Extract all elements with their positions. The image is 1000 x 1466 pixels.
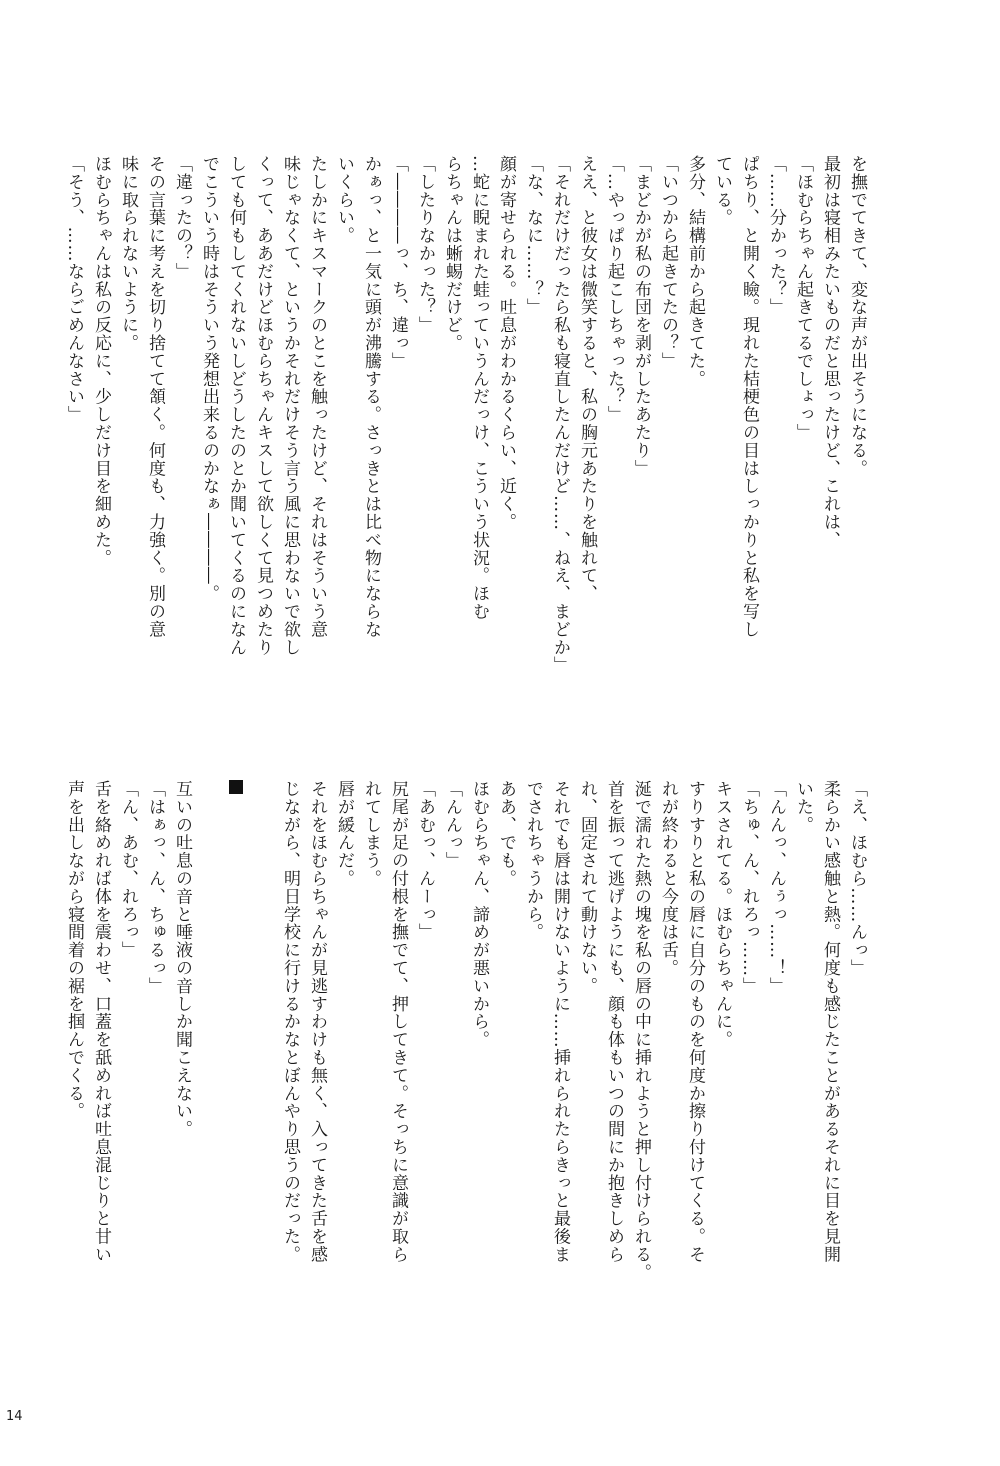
text-line: 柔らかい感触と熱。何度も感じたことがあるそれに目を見開 — [820, 780, 840, 1264]
text-line: それをほむらちゃんが見逃すわけも無く、入ってきた舌を感 — [307, 780, 327, 1264]
text-line: でされちゃうから。 — [523, 780, 543, 942]
text-line: 「ん、あむ、れろっ」 — [118, 780, 138, 959]
text-line: くって、ああだけどほむらちゃんキスして欲しくて見つめたり — [253, 155, 273, 657]
text-line: 首を振って逃げようにも、顔も体もいつの間にか抱きしめら — [604, 780, 624, 1264]
text-line: 「それだけだったら私も寝直したんだけど……、ねえ、まどか」 — [550, 155, 570, 675]
text-line: じながら、明日学校に行けるかなとぼんやり思うのだった。 — [280, 780, 300, 1264]
section-spacer — [195, 780, 222, 1360]
text-line: それでも唇は開けないように……挿れられたらきっと最後ま — [550, 780, 570, 1264]
text-line: 多分、結構前から起きてた。 — [685, 155, 705, 388]
text-line: 「な、なに……？」 — [523, 155, 543, 317]
text-line: キスされてる。ほむらちゃんに。 — [712, 780, 732, 1049]
text-line: たしかにキスマークのとこを触ったけど、それはそういう意 — [307, 155, 327, 639]
text-line: すりすりと私の唇に自分のものを何度か擦り付けてくる。そ — [685, 780, 705, 1264]
text-line: 「はぁっ、ん、ちゅるっ」 — [145, 780, 165, 995]
text-line: いくらい。 — [334, 155, 354, 245]
text-line: 「んんっ」 — [442, 780, 462, 870]
text-line: 「……分かった？」 — [766, 155, 786, 317]
text-line: ぱちり、と開く瞼。現れた桔梗色の目はしっかりと私を写し — [739, 155, 759, 639]
text-line: 最初は寝相みたいものだと思ったけど、これは、 — [820, 155, 840, 549]
text-line: 味に取られないように。 — [118, 155, 138, 352]
section-break-marker — [222, 780, 249, 1360]
text-line: しても何もしてくれないしどうしたのとか聞いてくるのになん — [226, 155, 246, 657]
lower-text-block — [60, 780, 870, 1360]
text-line: れ、固定されて動けない。 — [577, 780, 597, 995]
text-line: 「ちゅ、ん、れろっ……」 — [739, 780, 759, 995]
text-line: ほむらちゃんは私の反応に、少しだけ目を細めた。 — [91, 155, 111, 567]
text-line: ている。 — [712, 155, 732, 227]
text-line: ああ、でも。 — [496, 780, 516, 888]
text-line: 「まどかが私の布団を剥がしたあたり」 — [631, 155, 651, 478]
text-line: 「あむっ、んーっ」 — [415, 780, 435, 942]
text-line: 「したりなかった？」 — [415, 155, 435, 334]
text-line: 声を出しながら寝間着の裾を掴んでくる。 — [64, 780, 84, 1121]
text-line: でこういう時はそういう発想出来るのかなぁ――――。 — [199, 155, 219, 603]
text-line: 唇が緩んだ。 — [334, 780, 354, 888]
text-line: ほむらちゃん、諦めが悪いから。 — [469, 780, 489, 1049]
text-line: を撫でてきて、変な声が出そうになる。 — [847, 155, 867, 478]
page-number: 14 — [6, 1409, 23, 1424]
text-line: 「ほむらちゃん起きてるでしょっ」 — [793, 155, 813, 442]
text-line: らちゃんは蜥蜴だけど。 — [442, 155, 462, 352]
text-line: 涎で濡れた熱の塊を私の唇の中に挿れようと押し付けられる。 — [631, 780, 651, 1282]
black-square-marker — [229, 780, 243, 794]
text-line: 「…やっぱり起こしちゃった？」 — [604, 155, 624, 424]
text-line: 「違ったの？」 — [172, 155, 192, 281]
text-line: かぁっ、と一気に頭が沸騰する。さっきとは比べ物にならな — [361, 155, 381, 639]
text-line: 舌を絡めれば体を震わせ、口蓋を舐めれば吐息混じりと甘い — [91, 780, 111, 1264]
text-line: 「いつから起きてたの？」 — [658, 155, 678, 370]
text-line: いた。 — [793, 780, 813, 834]
text-line: れてしまう。 — [361, 780, 381, 888]
text-line: 顔が寄せられる。吐息がわかるくらい、近く。 — [496, 155, 516, 531]
text-line: 互いの吐息の音と唾液の音しか聞こえない。 — [172, 780, 192, 1138]
text-line: 味じゃなくて、というかそれだけそう言う風に思わないで欲し — [280, 155, 300, 657]
text-line: …蛇に睨まれた蛙っていうんだっけ、こういう状況。ほむ — [469, 155, 489, 621]
upper-text-block — [60, 155, 870, 725]
text-line: 「――――っ、ち、違っ」 — [388, 155, 408, 370]
text-line: 尻尾が足の付根を撫でて、押してきて。そっちに意識が取ら — [388, 780, 408, 1264]
text-line: 「そう、……ならごめんなさい」 — [64, 155, 84, 424]
text-line: れが終わると今度は舌。 — [658, 780, 678, 977]
text-line: 「え、ほむら……んっ」 — [847, 780, 867, 977]
text-line: その言葉に考えを切り捨てて頷く。何度も、力強く。別の意 — [145, 155, 165, 639]
text-line: 「んんっ、んぅっ……！」 — [766, 780, 786, 995]
section-spacer — [249, 780, 276, 1360]
text-line: ええ、と彼女は微笑すると、私の胸元あたりを触れて、 — [577, 155, 597, 603]
